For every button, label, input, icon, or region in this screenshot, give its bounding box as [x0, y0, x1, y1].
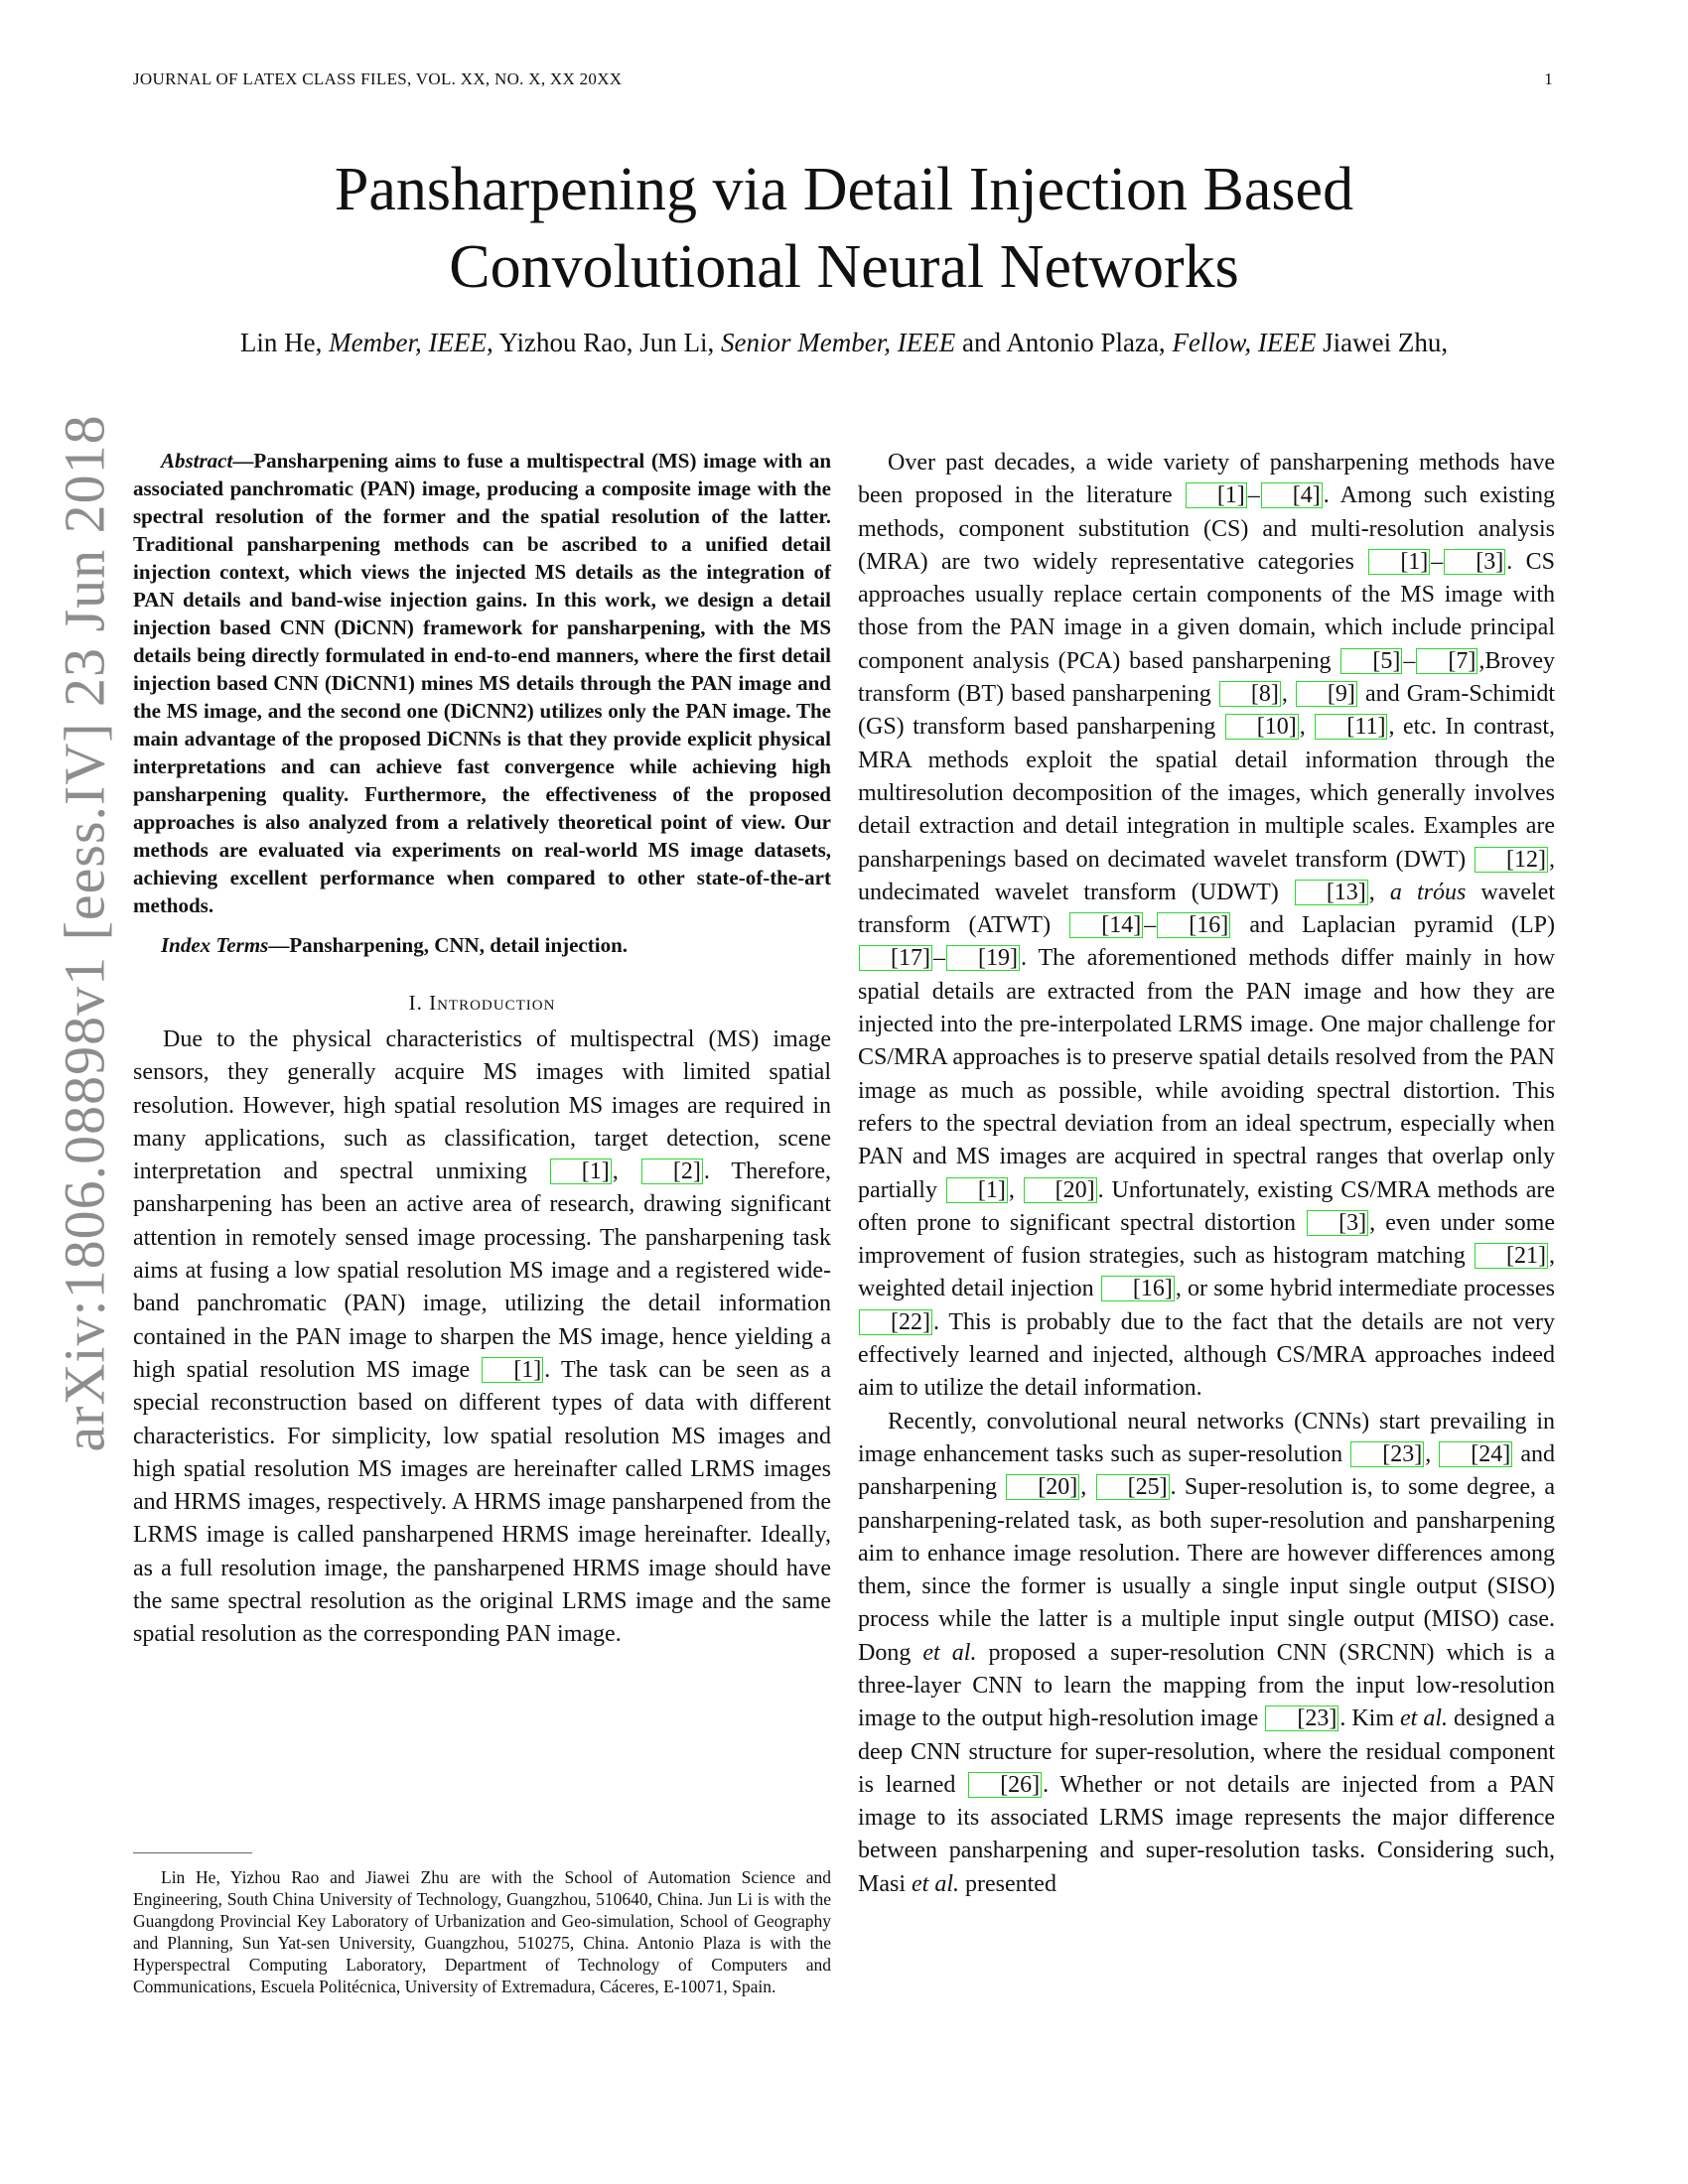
author-text: Lin He,	[239, 328, 323, 357]
section-number: I.	[408, 991, 423, 1015]
citation-link[interactable]: [12]	[1475, 847, 1548, 873]
affiliation-footnote: Lin He, Yizhou Rao and Jiawei Zhu are with the School of Automation Science and Engineering, South China University of Technology, Guangzhou, 510640, China. Jun Li is with the Guangdong Provincial Key Laboratory of Urbanization and Geo-simulation, School of Geography and Planning, Sun Yat-sen University, Guangzhou, 510275, China. Antonio Plaza is with the Hyperspectral Computing Laboratory, Department of Technology of Computers and Communications, Escuela Politécnica, University of Extremadura, Cáceres, E-10071, Spain.	[133, 1867, 831, 1996]
text-run: ,	[1368, 879, 1375, 905]
text-run: ,	[612, 1159, 619, 1185]
author-text: and Antonio Plaza,	[961, 328, 1166, 357]
abstract-label: Abstract	[161, 449, 233, 473]
arxiv-sidebar	[30, 228, 139, 1638]
text-run: . The aforementioned methods differ mainly in how spatial details are extracted from the PAN image and how they are injected into the pre-interpolated LRMS image. One major challenge for CS/MRA approaches is to preserve spatial details resolved from the PAN image as much as possible, while avoiding spectral distortion. This refers to the spectral deviation from an ideal spectrum, especially when PAN and MS images are acquired in spectral ranges that overlap only partially	[858, 945, 1555, 1203]
body-paragraph	[858, 1406, 1555, 1901]
citation-link[interactable]: [7]	[1416, 648, 1477, 674]
text-run: ,Brovey transform (BT) based pansharpening	[858, 647, 1555, 708]
citation-link[interactable]: [20]	[1006, 1474, 1079, 1500]
body-paragraph	[858, 447, 1555, 1406]
left-column	[133, 447, 831, 1652]
right-column	[858, 447, 1555, 1901]
text-run: a trόus	[1389, 879, 1467, 905]
citation-link[interactable]: [11]	[1315, 714, 1387, 740]
citation-link[interactable]: [2]	[641, 1159, 703, 1184]
author-text: Jiawei Zhu,	[1323, 328, 1449, 357]
citation-link[interactable]: [4]	[1261, 482, 1323, 508]
text-run: –	[932, 945, 945, 972]
text-run: Recently, convolutional neural networks (CNNs) start prevailing in image enhancement tasks such as super-resolution	[858, 1408, 1555, 1467]
page-number: 1	[1544, 69, 1553, 88]
citation-link[interactable]: [21]	[1475, 1243, 1548, 1269]
text-run: presented	[965, 1870, 1056, 1897]
citation-link[interactable]: [20]	[1024, 1177, 1097, 1203]
text-run: –	[1144, 912, 1157, 939]
text-run: . The task can be seen as a special reconstruction based on different types of data with different characteristics. For simplicity, low spatial resolution MS images and high spatial resolution MS images are hereinafter called LRMS images and HRMS images, respectively. A HRMS image pansharpened from the LRMS image is called pansharpened HRMS image hereinafter. Ideally, as a full resolution image, the pansharpened HRMS image should have the same spectral resolution as the original LRMS image and the same spatial resolution as the corresponding PAN image.	[133, 1356, 832, 1648]
text-run: . Kim	[1339, 1706, 1394, 1732]
text-run: ,	[1425, 1440, 1432, 1467]
citation-link[interactable]: [25]	[1096, 1474, 1170, 1500]
text-run: et al.	[1400, 1706, 1449, 1732]
section-title: Introduction	[429, 991, 556, 1015]
text-run: . Therefore, pansharpening has been an active area of research, drawing significant attention in remotely sensed image processing. The pansharpening task aims at fusing a low spatial resolution MS image and a registered wide-band panchromatic (PAN) image, utilizing the detail information contained in the PAN image to sharpen the MS image, hence yielding a high spatial resolution MS image	[133, 1159, 832, 1383]
citation-link[interactable]: [10]	[1225, 714, 1299, 740]
text-run: and Gram-Schimidt (GS) transform based pansharpening	[858, 681, 1556, 741]
text-run: Over past decades, a wide variety of pansharpening methods have been proposed in the literature	[858, 450, 1555, 509]
citation-link[interactable]: [24]	[1439, 1441, 1512, 1467]
intro-paragraph	[133, 1024, 831, 1652]
citation-link[interactable]: [1]	[1186, 482, 1247, 508]
text-run: and pansharpening	[858, 1440, 1556, 1501]
section-heading	[133, 991, 831, 1016]
citation-link[interactable]: [17]	[859, 945, 932, 971]
text-run: –	[1403, 647, 1416, 674]
text-run: . Unfortunately, existing CS/MRA methods are often prone to significant spectral distortion	[858, 1176, 1555, 1236]
index-terms-text: —Pansharpening, CNN, detail injection.	[268, 933, 629, 957]
text-run: , undecimated wavelet transform (UDWT)	[858, 846, 1555, 905]
text-run: , or some hybrid intermediate processes	[1175, 1276, 1555, 1302]
citation-link[interactable]: [22]	[859, 1309, 932, 1335]
journal-header: JOURNAL OF LATEX CLASS FILES, VOL. XX, NO. X, XX 20XX	[133, 69, 623, 88]
paper-title: Pansharpening via Detail Injection Based Convolutional Neural Networks	[334, 156, 1354, 301]
abstract	[133, 447, 831, 919]
text-run: , weighted detail injection	[858, 1243, 1556, 1302]
index-terms-label: Index Terms	[161, 933, 269, 957]
text-run: designed a deep CNN structure for super-resolution, where the residual component is learned	[858, 1706, 1556, 1798]
author-affiliation: Senior Member, IEEE	[721, 328, 956, 357]
citation-link[interactable]: [13]	[1295, 880, 1368, 905]
text-run: proposed a super-resolution CNN (SRCNN) which is a three-layer CNN to learn the mapping from the input low-resolution image to the output high-resolution image	[858, 1639, 1556, 1732]
text-run: ,	[1281, 681, 1288, 708]
citation-link[interactable]: [26]	[968, 1772, 1042, 1798]
text-run: ,	[1299, 714, 1306, 741]
text-run: wavelet transform (ATWT)	[858, 879, 1555, 939]
text-run: . This is probably due to the fact that the details are not very effectively learned and injected, although CS/MRA approaches indeed aim to utilize the detail information.	[858, 1308, 1555, 1402]
text-run: et al.	[922, 1639, 977, 1666]
citation-link[interactable]: [3]	[1444, 549, 1505, 575]
citation-link[interactable]: [23]	[1265, 1706, 1338, 1731]
arxiv-stamp: arXiv:1806.08898v1 [eess.IV] 23 Jun 2018	[52, 414, 117, 1452]
text-run: . CS approaches usually replace certain components of the MS image with those from the PAN image in a given domain, which include principal component analysis (PCA) based pansharpening	[858, 548, 1555, 674]
citation-link[interactable]: [23]	[1350, 1441, 1424, 1467]
citation-link[interactable]: [1]	[946, 1177, 1008, 1203]
citation-link[interactable]: [14]	[1069, 912, 1143, 938]
author-affiliation: Member, IEEE,	[329, 328, 493, 357]
citation-link[interactable]: [1]	[482, 1357, 543, 1383]
index-terms	[133, 931, 831, 959]
citation-link[interactable]: [1]	[1368, 549, 1430, 575]
abstract-text: —Pansharpening aims to fuse a multispectral (MS) image with an associated panchromatic (PAN) image, producing a composite image with the spectral resolution of the former and the spatial resolution of the latter. Traditional pansharpening methods can be ascribed to a unified detail injection context, which views the injected MS details as the integration of PAN details and band-wise injection gains. In this work, we design a detail injection based CNN (DiCNN) framework for pansharpening, with the MS details being directly formulated in end-to-end manners, where the first detail injection based CNN (DiCNN1) mines MS details through the PAN image and the MS image, and the second one (DiCNN2) utilizes only the PAN image. The main advantage of the proposed DiCNNs is that they provide explicit physical interpretations and can achieve fast convergence while achieving high pansharpening quality. Furthermore, the effectiveness of the proposed approaches is also analyzed from a relatively theoretical point of view. Our methods are evaluated via experiments on real-world MS image datasets, achieving excellent performance when compared to other state-of-the-art methods.	[133, 449, 831, 917]
text-run: and Laplacian pyramid (LP)	[1249, 912, 1556, 939]
author-text: Yizhou Rao, Jun Li,	[498, 328, 715, 357]
text-run: –	[1247, 482, 1260, 509]
author-affiliation: Fellow, IEEE	[1172, 328, 1317, 357]
citation-link[interactable]: [16]	[1101, 1276, 1175, 1301]
text-run: . Whether or not details are injected from a PAN image to its associated LRMS image represents the major difference between pansharpening and super-resolution tasks. Considering such, Masi	[858, 1771, 1556, 1897]
text-run: , etc. In contrast, MRA methods exploit the spatial detail information through the multiresolution decomposition of the images, which generally involves detail extraction and detail integration in multiple scales. Examples are pansharpenings based on decimated wavelet transform (DWT)	[858, 714, 1556, 873]
text-run: –	[1431, 548, 1444, 575]
citation-link[interactable]: [8]	[1219, 681, 1281, 707]
citation-link[interactable]: [1]	[550, 1159, 612, 1184]
citation-link[interactable]: [5]	[1340, 648, 1402, 674]
text-run: Due to the physical characteristics of multispectral (MS) image sensors, they generally acquire MS images with limited spatial resolution. However, high spatial resolution MS images are required in many applications, such as classification, target detection, scene interpretation and spectral unmixing	[133, 1026, 831, 1185]
footnote-rule	[133, 1852, 252, 1853]
text-run: . Super-resolution is, to some degree, a pansharpening-related task, as both super-resolution and pansharpening aim to enhance image resolution. There are however differences among them, since the former is usually a single input single output (SISO) process while the latter is a multiple input single output (MISO) case. Dong	[858, 1474, 1555, 1666]
citation-link[interactable]: [16]	[1157, 912, 1230, 938]
text-run: et al.	[912, 1870, 959, 1897]
author-line	[60, 326, 1628, 359]
text-run: ,	[1008, 1176, 1015, 1203]
citation-link[interactable]: [19]	[946, 945, 1020, 971]
text-run: , even under some improvement of fusion strategies, such as histogram matching	[858, 1209, 1555, 1270]
text-run: ,	[1080, 1474, 1087, 1501]
text-run: . Among such existing methods, component substitution (CS) and multi-resolution analysis (MRA) are two widely representative categories	[858, 482, 1555, 575]
citation-link[interactable]: [9]	[1296, 681, 1357, 707]
citation-link[interactable]: [3]	[1307, 1210, 1368, 1236]
running-header	[133, 69, 1553, 93]
